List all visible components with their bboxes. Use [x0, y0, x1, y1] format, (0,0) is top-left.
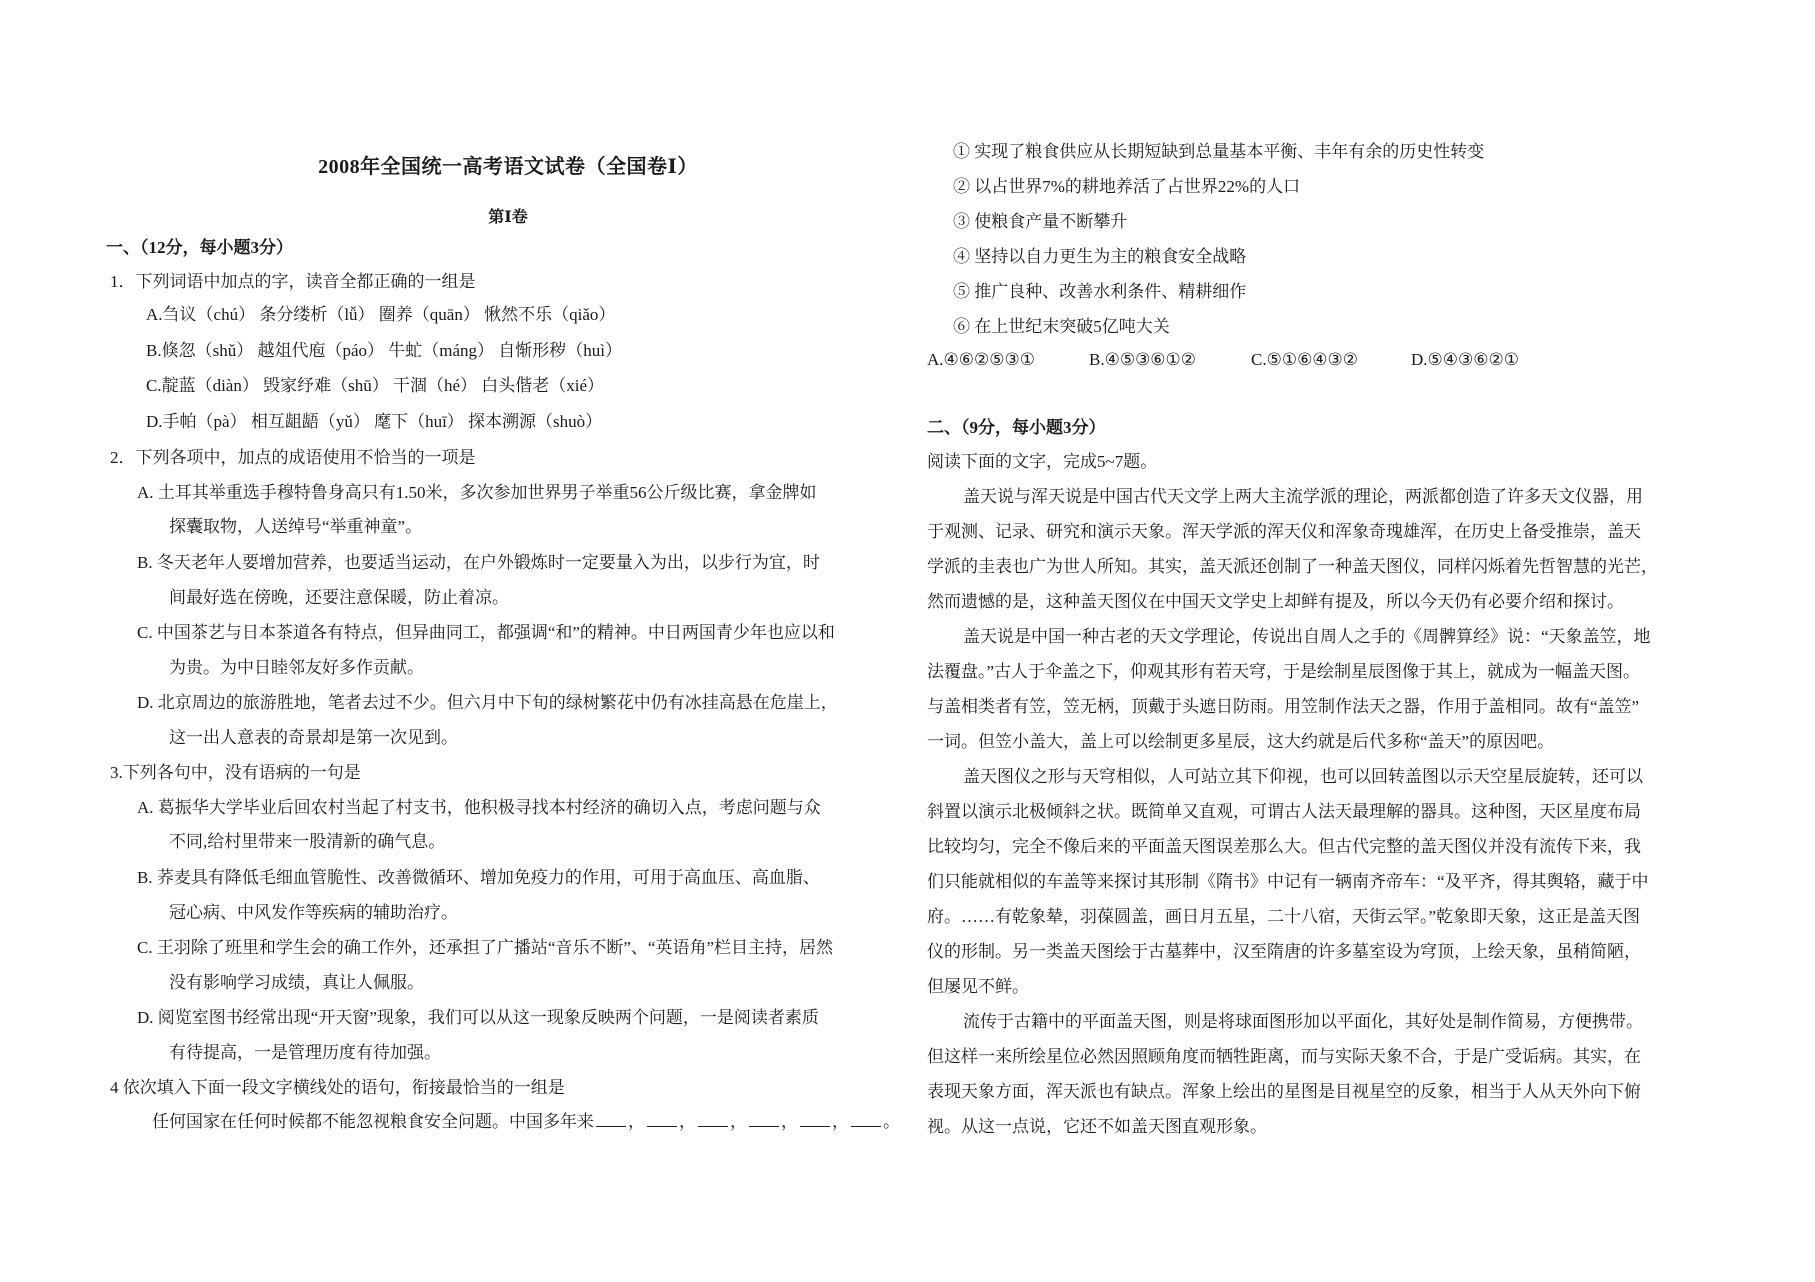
passage-line: 法覆盘。”古人于伞盖之下，仰观其形有若天穹，于是绘制星辰图像于其上，就成为一幅盖天图。 — [927, 662, 1641, 681]
q2-line: D. 北京周边的旅游胜地，笔者去过不少。但六月中下旬的绿树繁花中仍有冰挂高悬在危崖上， — [137, 693, 838, 712]
q2-line: 为贵。为中日睦邻友好多作贡献。 — [169, 658, 424, 677]
q4-separator: ， — [781, 1112, 798, 1131]
q4-choices — [927, 348, 1519, 372]
q4-stem: 4 依次填入下面一段文字横线处的语句，衔接最恰当的一组是 — [110, 1078, 565, 1097]
passage-line: 视。从这一点说，它还不如盖天图直观形象。 — [927, 1117, 1267, 1136]
q4-choice-d: D.⑤④③⑥②① — [1411, 350, 1519, 369]
q4-item: ① 实现了粮食供应从长期短缺到总量基本平衡、丰年有余的历史性转变 — [953, 142, 1485, 161]
q2-line: 这一出人意表的奇景却是第一次见到。 — [169, 728, 458, 747]
q1-option-d: D.手帕（pà） 相互龃龉（yǔ） 麾下（huī） 探本溯源（shuò） — [146, 412, 603, 431]
fill-blank-3 — [698, 1112, 728, 1127]
passage-line: 仪的形制。另一类盖天图绘于古墓葬中，汉至隋唐的许多墓室设为穹顶，上绘天象，虽稍简陋， — [927, 942, 1641, 961]
passage-line: 比较均匀，完全不像后来的平面盖天图误差那么大。但古代完整的盖天图仪并没有流传下来，我 — [927, 837, 1641, 856]
passage-line: 斜置以演示北极倾斜之状。既简单又直观，可谓古人法天最理解的器具。这种图，天区星度布局 — [927, 802, 1641, 821]
q2-stem: 2．下列各项中，加点的成语使用不恰当的一项是 — [110, 448, 476, 467]
q2-line: A. 土耳其举重选手穆特鲁身高只有1.50米，多次参加世界男子举重56公斤级比赛，拿金牌如 — [137, 483, 817, 502]
q4-separator: ， — [679, 1112, 696, 1131]
fill-blank-1 — [596, 1112, 626, 1127]
q4-choice-b: B.④⑤③⑥①② — [1089, 350, 1197, 369]
q4-separator: ， — [628, 1112, 645, 1131]
passage-line: 表现天象方面，浑天派也有缺点。浑象上绘出的星图是目视星空的反象，相当于人从天外向下俯 — [927, 1082, 1641, 1101]
q4-passage-text: 任何国家在任何时候都不能忽视粮食安全问题。中国多年来 — [152, 1112, 594, 1131]
q4-item: ④ 坚持以自力更生为主的粮食安全战略 — [953, 247, 1247, 266]
q4-separator: ， — [730, 1112, 747, 1131]
section2-intro: 阅读下面的文字，完成5~7题。 — [927, 452, 1158, 471]
q3-line: B. 荞麦具有降低毛细血管脆性、改善微循环、增加免疫力的作用，可用于高血压、高血脂、 — [137, 868, 820, 887]
fill-blank-4 — [749, 1112, 779, 1127]
q1-option-c: C.靛蓝（diàn） 毁家纾难（shū） 干涸（hé） 白头偕老（xié） — [146, 376, 605, 395]
q4-item: ⑤ 推广良种、改善水利条件、精耕细作 — [953, 282, 1247, 301]
passage-line: 盖天说与浑天说是中国古代天文学上两大主流学派的理论，两派都创造了许多天文仪器，用 — [963, 487, 1643, 506]
passage-line: 然而遗憾的是，这种盖天图仪在中国天文学史上却鲜有提及，所以今天仍有必要介绍和探讨。 — [927, 592, 1624, 611]
fill-blank-5 — [800, 1112, 830, 1127]
volume-label: 第Ⅰ卷 — [488, 209, 528, 226]
passage-line: 们只能就相似的车盖等来探讨其形制《隋书》中记有一辆南齐帝车：“及平齐，得其舆辂，藏于中 — [927, 872, 1649, 891]
section1-header: 一、（12分，每小题3分） — [106, 238, 293, 257]
q4-passage — [152, 1110, 900, 1134]
passage-line: 府。……有乾象辇，羽葆圆盖，画日月五星，二十八宿，天街云罕。”乾象即天象，这正是盖天图 — [927, 907, 1641, 926]
q4-item: ② 以占世界7%的耕地养活了占世界22%的人口 — [953, 177, 1301, 196]
q2-line: 探囊取物，人送绰号“举重神童”。 — [169, 517, 423, 536]
passage-line: 一词。但笠小盖大，盖上可以绘制更多星辰，这大约就是后代多称“盖天”的原因吧。 — [927, 732, 1555, 751]
q3-line: 冠心病、中风发作等疾病的辅助治疗。 — [169, 903, 458, 922]
fill-blank-6 — [851, 1112, 881, 1127]
q2-line: C. 中国茶艺与日本茶道各有特点，但异曲同工，都强调“和”的精神。中日两国青少年也应以和 — [137, 623, 835, 642]
passage-line: 但屡见不鲜。 — [927, 977, 1029, 996]
q4-item: ⑥ 在上世纪末突破5亿吨大关 — [953, 317, 1170, 336]
q3-line: 没有影响学习成绩，真让人佩服。 — [169, 973, 424, 992]
section2-header: 二、（9分，每小题3分） — [927, 418, 1106, 437]
exam-title: 2008年全国统一高考语文试卷（全国卷Ⅰ） — [318, 156, 698, 178]
q2-line: B. 冬天老年人要增加营养，也要适当运动，在户外锻炼时一定要量入为出，以步行为宜，时 — [137, 553, 820, 572]
passage-line: 于观测、记录、研究和演示天象。浑天学派的浑天仪和浑象奇瑰雄浑，在历史上备受推崇，盖天 — [927, 522, 1641, 541]
passage-line: 盖天图仪之形与天穹相似，人可站立其下仰视，也可以回转盖图以示天空星辰旋转，还可以 — [963, 767, 1643, 786]
passage-line: 流传于古籍中的平面盖天图，则是将球面图形加以平面化，其好处是制作简易，方便携带。 — [963, 1012, 1643, 1031]
q4-choice-c: C.⑤①⑥④③② — [1251, 350, 1359, 369]
q3-line: D. 阅览室图书经常出现“开天窗”现象，我们可以从这一现象反映两个问题，一是阅读者素质 — [137, 1008, 819, 1027]
q4-item: ③ 使粮食产量不断攀升 — [953, 212, 1128, 231]
q4-end: 。 — [883, 1112, 900, 1131]
q4-choice-a: A.④⑥②⑤③① — [927, 350, 1035, 369]
q2-line: 间最好选在傍晚，还要注意保暖，防止着凉。 — [169, 588, 509, 607]
q3-line: C. 王羽除了班里和学生会的确工作外，还承担了广播站“音乐不断”、“英语角”栏目主持，居然 — [137, 938, 834, 957]
q3-line: A. 葛振华大学毕业后回农村当起了村支书，他积极寻找本村经济的确切入点，考虑问题与众 — [137, 798, 821, 817]
q1-option-b: B.倏忽（shǔ） 越俎代庖（páo） 牛虻（máng） 自惭形秽（huì） — [146, 341, 622, 360]
q3-line: 有待提高，一是管理历度有待加强。 — [169, 1043, 441, 1062]
q4-separator: ， — [832, 1112, 849, 1131]
passage-line: 学派的圭表也广为世人所知。其实，盖天派还创制了一种盖天图仪，同样闪烁着先哲智慧的光芒， — [927, 557, 1658, 576]
passage-line: 盖天说是中国一种古老的天文学理论，传说出自周人之手的《周髀算经》说：“天象盖笠，地 — [963, 627, 1651, 646]
passage-line: 但这样一来所绘星位必然因照顾角度而牺牲距离，而与实际天象不合，于是广受诟病。其实，在 — [927, 1047, 1641, 1066]
q1-option-a: A.刍议（chú） 条分缕析（lǚ） 圈养（quān） 愀然不乐（qiǎo） — [146, 305, 616, 324]
fill-blank-2 — [647, 1112, 677, 1127]
q3-line: 不同,给村里带来一股清新的确气息。 — [169, 832, 446, 851]
passage-line: 与盖相类者有笠，笠无柄，顶戴于头遮日防雨。用笠制作法天之器，作用于盖相同。故有“盖笠” — [927, 697, 1640, 716]
q3-stem: 3.下列各句中，没有语病的一句是 — [110, 763, 361, 782]
q1-stem: 1．下列词语中加点的字，读音全都正确的一组是 — [110, 272, 476, 291]
